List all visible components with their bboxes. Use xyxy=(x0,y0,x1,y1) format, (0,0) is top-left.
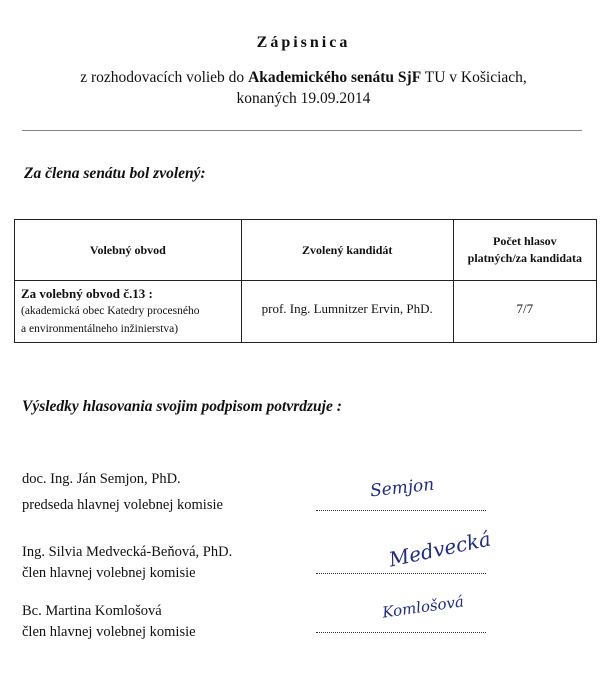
signature-line-1 xyxy=(316,510,486,511)
subtitle-line-2: konaných 19.09.2014 xyxy=(236,90,371,107)
header-vote-count xyxy=(453,220,596,281)
elected-heading: Za člena senátu bol zvolený: xyxy=(24,165,206,182)
signature-line-3 xyxy=(316,632,486,633)
signatory-1-role: predseda hlavnej volebnej komisie xyxy=(22,497,223,513)
header-candidate: Zvolený kandidát xyxy=(241,220,453,281)
header-vote-count-text: Počet hlasov platných/za kandidata xyxy=(467,234,583,265)
signature-2: Medvecká xyxy=(386,526,493,572)
signatory-2-role: člen hlavnej volebnej komisie xyxy=(22,565,196,581)
table-row xyxy=(15,281,597,343)
district-detail-1: (akademická obec Katedry procesného xyxy=(21,304,200,317)
votes-cell: 7/7 xyxy=(453,281,596,343)
subtitle-prefix: z rozhodovacích volieb do xyxy=(80,69,249,86)
subtitle-suffix: TU v Košiciach, xyxy=(421,69,527,86)
subtitle-bold: Akademického senátu SjF xyxy=(248,69,422,86)
signature-1: Semjon xyxy=(369,474,436,502)
district-name: Za volebný obvod č.13 : xyxy=(21,285,153,301)
table-header-row xyxy=(15,220,597,281)
signatory-2-name: Ing. Silvia Medvecká-Beňová, PhD. xyxy=(22,544,233,560)
subtitle-line-1 xyxy=(0,69,607,87)
results-heading: Výsledky hlasovania svojim podpisom potvrdzuje : xyxy=(22,398,342,415)
district-detail-2: a environmentálneho inžinierstva) xyxy=(21,322,179,335)
signatory-3-role: člen hlavnej volebnej komisie xyxy=(22,624,196,640)
candidate-cell: prof. Ing. Lumnitzer Ervin, PhD. xyxy=(241,281,453,343)
election-results-table xyxy=(14,219,597,343)
header-district: Volebný obvod xyxy=(15,220,242,281)
signature-3: Komlošová xyxy=(381,592,465,622)
district-cell xyxy=(15,281,242,343)
document-title: Zápisnica xyxy=(256,34,351,51)
signatory-1-name: doc. Ing. Ján Semjon, PhD. xyxy=(22,471,181,487)
horizontal-divider xyxy=(22,130,582,131)
signatory-3-name: Bc. Martina Komlošová xyxy=(22,603,162,619)
signature-line-2 xyxy=(316,573,486,574)
